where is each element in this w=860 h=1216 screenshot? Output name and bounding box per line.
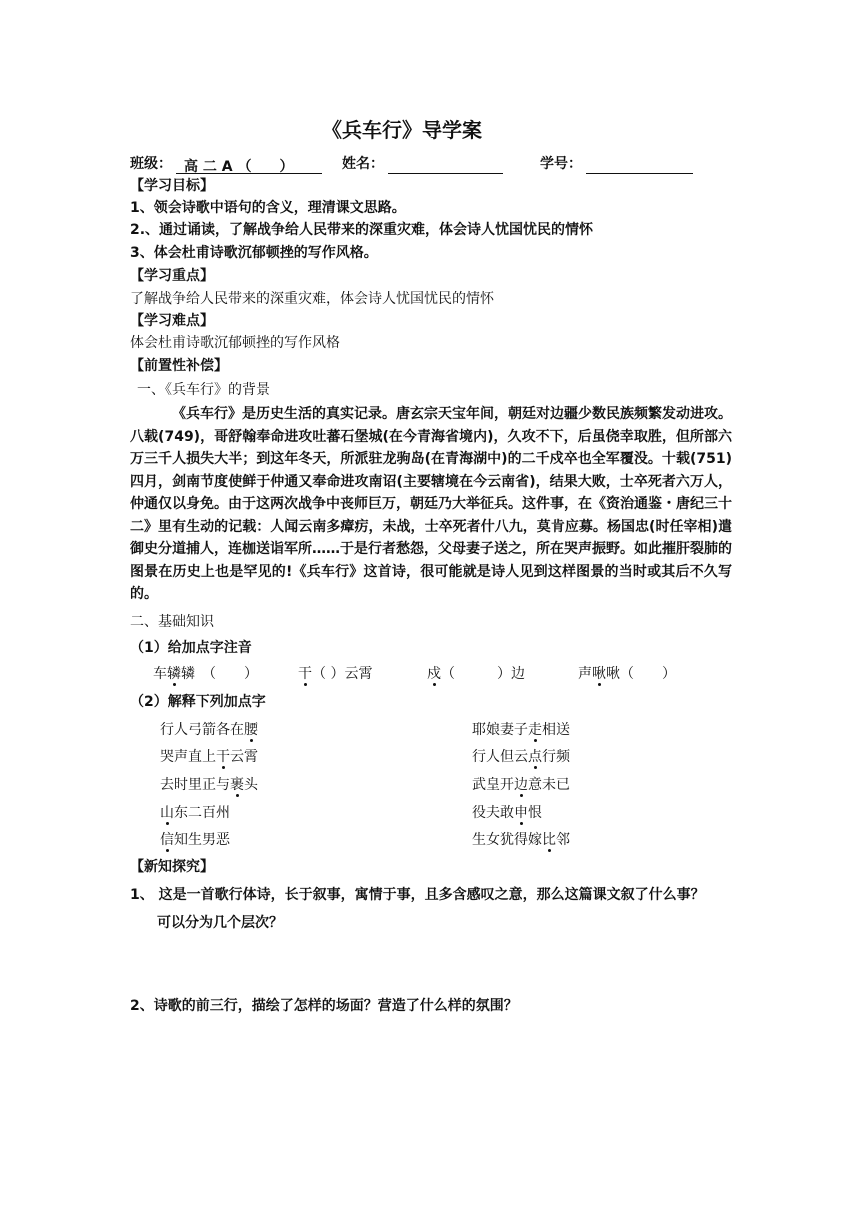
goals-header: 【学习目标】 xyxy=(130,178,214,194)
class-label: 班级： xyxy=(130,156,172,172)
question-1-line-2: 可以分为几个层次？ xyxy=(157,915,283,931)
explore-header: 【新知探究】 xyxy=(130,859,214,875)
number-field[interactable] xyxy=(586,154,693,174)
name-label: 姓名： xyxy=(342,156,384,172)
explain-left-3: 去时里正与裹头 xyxy=(160,777,258,793)
pinyin-title: （1）给加点字注音 xyxy=(130,640,252,656)
explain-right-1: 耶娘妻子走相送 xyxy=(472,722,570,738)
explain-left-1: 行人弓箭各在腰 xyxy=(160,722,258,738)
pinyin-item-2: 干（ ）云霄 xyxy=(298,666,373,682)
explain-title: （2）解释下列加点字 xyxy=(130,694,266,710)
key-points-header: 【学习重点】 xyxy=(130,268,214,284)
explain-right-5: 生女犹得嫁比邻 xyxy=(472,832,570,848)
goal-item-1: 1、领会诗歌中语句的含义，理清课文思路。 xyxy=(130,200,406,216)
goal-item-3: 3、体会杜甫诗歌沉郁顿挫的写作风格。 xyxy=(130,245,378,261)
explain-right-2: 行人但云点行频 xyxy=(472,749,570,765)
class-field[interactable] xyxy=(176,154,322,174)
basics-title: 二、基础知识 xyxy=(130,614,214,630)
name-field[interactable] xyxy=(388,154,503,174)
explain-left-4: 山东二百州 xyxy=(160,805,230,821)
difficulties-text: 体会杜甫诗歌沉郁顿挫的写作风格 xyxy=(130,335,340,351)
background-text: 《兵车行》是历史生活的真实记录。唐玄宗天宝年间，朝廷对边疆少数民族频繁发动进攻。八载(749)，哥舒翰奉命进攻吐蕃石堡城(在今青海省境内)，久攻不下，后虽侥幸取胜，但所部六万三千人损失大半；到这年冬天，所派驻龙驹岛(在青海湖中)的二千戍卒也全军覆没。十载(751)四月，剑南节度使鲜于仲通又奉命进攻南诏(主要辖境在今云南省)，结果大败，士卒死者六万人，仲通仅以身免。由于这两次战争中丧师巨万，朝廷乃大举征兵。这件事，在《资治通鉴・唐纪三十二》里有生动的记载：人闻云南多瘴疠，未战，士卒死者什八九，莫肯应募。杨国忠(时任宰相)遣御史分道捕人，连枷送诣军所……于是行者愁怨，父母妻子送之，所在哭声振野。如此摧肝裂肺的图景在历史上也是罕见的!《兵车行》这首诗，很可能就是诗人见到这样图景的当时或其后不久写的。 xyxy=(130,406,732,602)
background-title: 一、《兵车行》的背景 xyxy=(137,382,270,398)
number-label: 学号： xyxy=(540,156,582,172)
pinyin-item-1: 车辚辚 （ ） xyxy=(153,666,258,682)
question-1-line-1: 1、 这是一首歌行体诗，长于叙事，寓情于事，且多含感叹之意，那么这篇课文叙了什么事？ xyxy=(130,887,705,903)
explain-left-5: 信知生男恶 xyxy=(160,832,230,848)
difficulties-header: 【学习难点】 xyxy=(130,313,214,329)
class-value: 高 二 A （ ） xyxy=(176,157,322,174)
prep-header: 【前置性补偿】 xyxy=(130,358,228,374)
question-2: 2、诗歌的前三行，描绘了怎样的场面？营造了什么样的氛围？ xyxy=(130,998,518,1014)
page-title: 《兵车行》导学案 xyxy=(322,118,482,142)
key-points-text: 了解战争给人民带来的深重灾难，体会诗人忧国忧民的情怀 xyxy=(130,291,494,307)
pinyin-item-4: 声啾啾（ ） xyxy=(578,666,676,682)
pinyin-item-3: 戍（ ）边 xyxy=(427,666,525,682)
explain-right-3: 武皇开边意未已 xyxy=(472,777,570,793)
explain-left-2: 哭声直上干云霄 xyxy=(160,749,258,765)
goal-item-2: 2.、通过诵读，了解战争给人民带来的深重灾难，体会诗人忧国忧民的情怀 xyxy=(130,222,594,238)
explain-right-4: 役夫敢申恨 xyxy=(472,805,542,821)
